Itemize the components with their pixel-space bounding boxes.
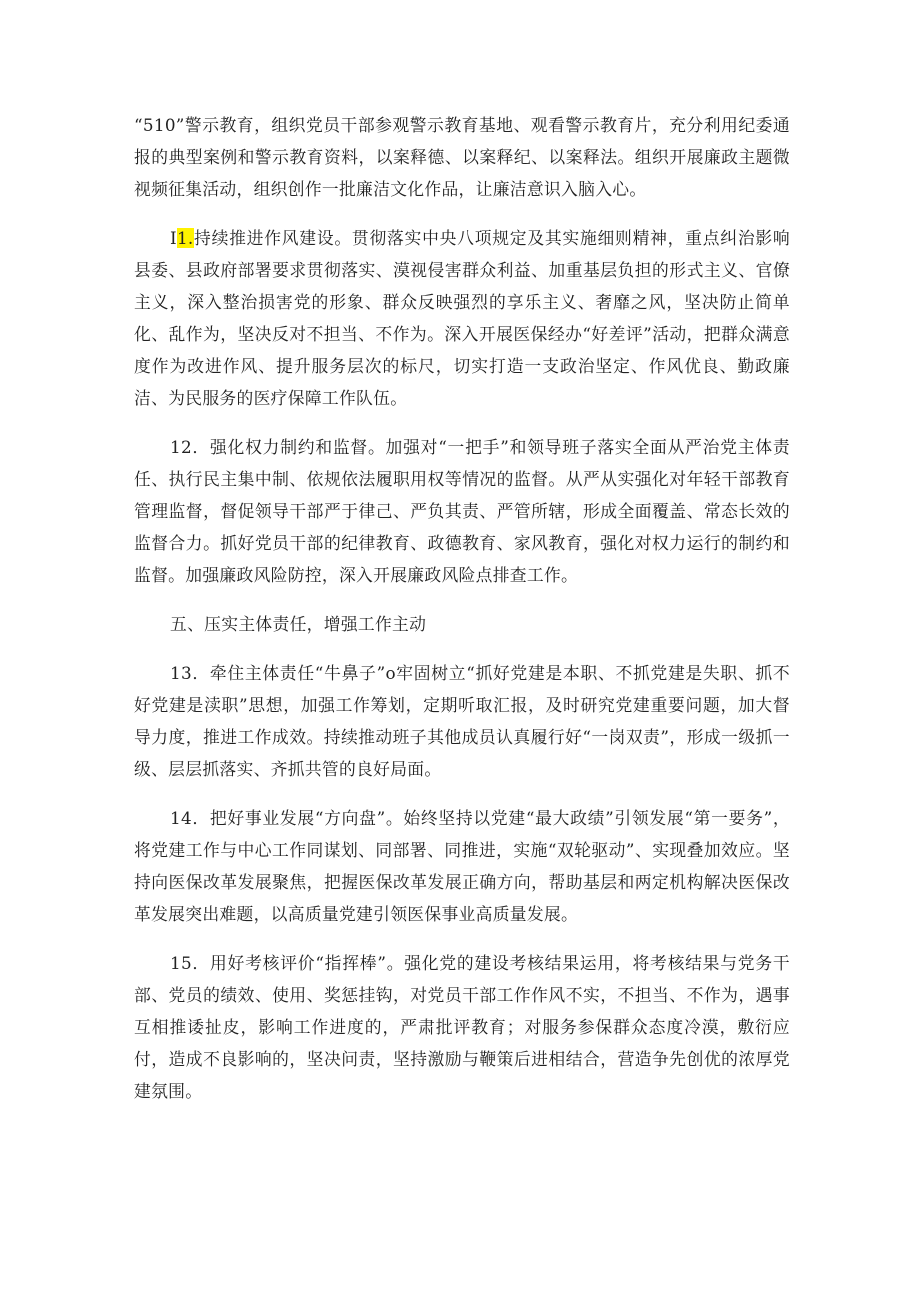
- paragraph-prefix: I: [170, 228, 177, 248]
- paragraph-warning-education: [134, 109, 790, 205]
- paragraph-text: 持续推进作风建设。贯彻落实中央八项规定及其实施细则精神，重点纠治影响县委、县政府部署要求贯彻落实、漠视侵害群众利益、加重基层负担的形式主义、官僚主义，深入整治损害党的形象、群众反映强烈的享乐主义、奢靡之风，坚决防止简单化、乱作为，坚决反对不担当、不作为。深入开展医保经办“好差评”活动，把群众满意度作为改进作风、提升服务层次的标尺，切实打造一支政治坚定、作风优良、勤政廉洁、为民服务的医疗保障工作队伍。: [134, 228, 790, 408]
- document-body: [134, 109, 790, 1124]
- paragraph-text: 15．用好考核评价“指挥棒”。强化党的建设考核结果运用，将考核结果与党务干部、党员的绩效、使用、奖惩挂钩，对党员干部工作作风不实，不担当、不作为，遇事互相推诿扯皮，影响工作进度的，严肃批评教育；对服务参保群众态度冷漠，敷衍应付，造成不良影响的，坚决问责，坚持激励与鞭策后进相结合，营造争先创优的浓厚党建氛围。: [134, 953, 790, 1101]
- paragraph-item-13: [134, 657, 790, 785]
- paragraph-text: 12．强化权力制约和监督。加强对“一把手”和领导班子落实全面从严治党主体责任、执行民主集中制、依规依法履职用权等情况的监督。从严从实强化对年轻干部教育管理监督，督促领导干部严于律己、严负其责、严管所辖，形成全面覆盖、常态长效的监督合力。抓好党员干部的纪律教育、政德教育、家风教育，强化对权力运行的制约和监督。加强廉政风险防控，深入开展廉政风险点排查工作。: [134, 437, 790, 585]
- paragraph-item-11: [134, 222, 790, 414]
- section-heading-five: [134, 608, 790, 640]
- highlighted-number: 1.: [176, 228, 194, 248]
- paragraph-item-15: [134, 947, 790, 1107]
- paragraph-text: 13．牵住主体责任“牛鼻子”o牢固树立“抓好党建是本职、不抓党建是失职、抓不好党建是渎职”思想，加强工作筹划，定期听取汇报，及时研究党建重要问题，加大督导力度，推进工作成效。持续推动班子其他成员认真履行好“一岗双责”，形成一级抓一级、层层抓落实、齐抓共管的良好局面。: [134, 663, 790, 779]
- paragraph-item-14: [134, 802, 790, 930]
- paragraph-text: 14．把好事业发展“方向盘”。始终坚持以党建“最大政绩”引领发展“第一要务”，将党建工作与中心工作同谋划、同部署、同推进，实施“双轮驱动”、实现叠加效应。坚持向医保改革发展聚焦，把握医保改革发展正确方向，帮助基层和两定机构解决医保改革发展突出难题，以高质量党建引领医保事业高质量发展。: [134, 808, 790, 924]
- paragraph-text: “510”警示教育，组织党员干部参观警示教育基地、观看警示教育片，充分利用纪委通报的典型案例和警示教育资料，以案释德、以案释纪、以案释法。组织开展廉政主题微视频征集活动，组织创作一批廉洁文化作品，让廉洁意识入脑入心。: [134, 115, 790, 199]
- paragraph-item-12: [134, 431, 790, 591]
- heading-text: 五、压实主体责任，增强工作主动: [170, 614, 427, 634]
